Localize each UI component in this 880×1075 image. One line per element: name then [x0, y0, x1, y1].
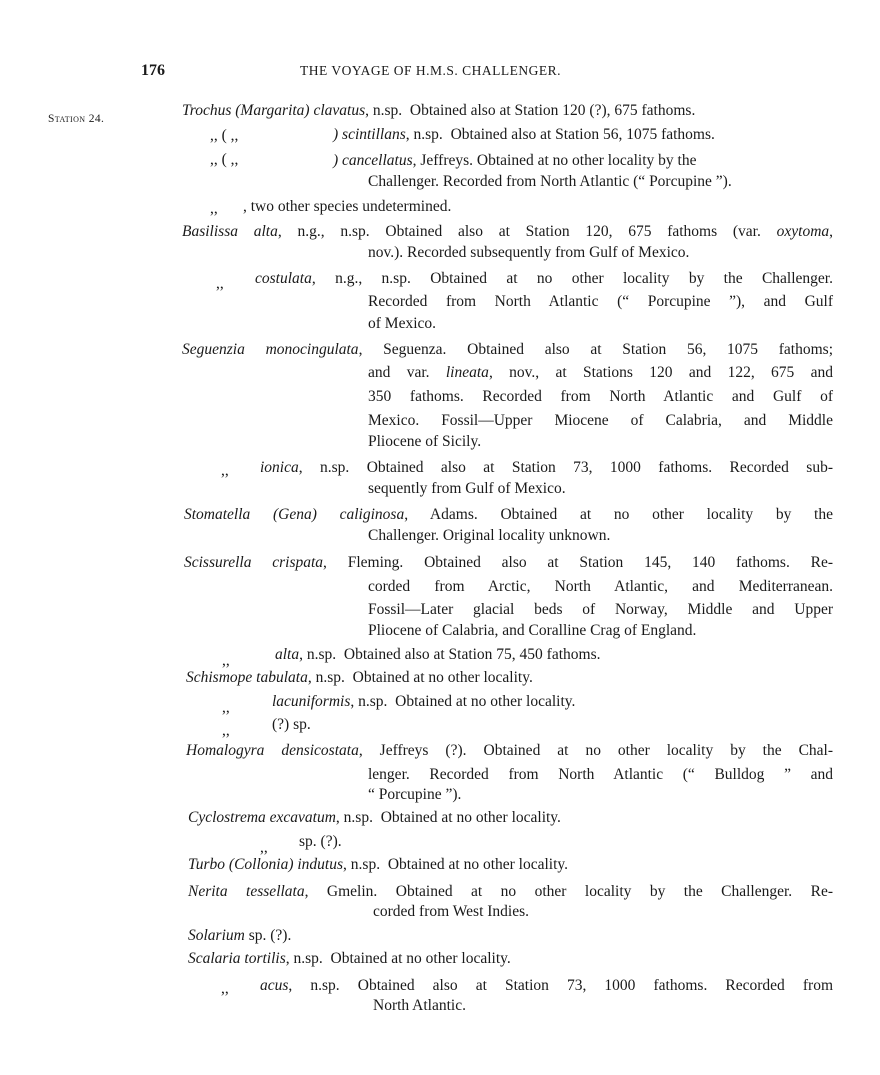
ditto-mark: ,, [222, 722, 230, 739]
entry-text: Obtained at no other locality by the Challenger. Re- [395, 883, 834, 900]
entry-text-line: Obtained at no other locality by the [476, 152, 697, 169]
species-name: Seguenzia monocingulata [182, 341, 359, 358]
variety-name: oxytoma [776, 223, 830, 240]
species-authority: , n.sp. [307, 669, 345, 686]
species-authority: , n.sp. [405, 126, 443, 143]
species-name: Cyclostrema excavatum [188, 809, 336, 826]
ditto-mark: ,, [222, 699, 230, 716]
species-name: Homalogyra densicostata [186, 742, 359, 759]
species-name: Solarium [188, 927, 245, 944]
entry-text: and var. [368, 364, 430, 381]
species-authority: , Fleming. [323, 554, 404, 571]
entry-text: Obtained also at Station 120, 675 fathoms (var. [385, 223, 761, 240]
entry-text-line: Pliocene of Sicily. [368, 433, 482, 450]
species-authority: , Seguenza. [358, 341, 447, 358]
species-name: ) cancellatus [333, 152, 413, 169]
entry-text-line: Challenger. Original locality unknown. [368, 527, 611, 544]
species-authority: , n.sp. [350, 693, 388, 710]
entry-text-line: Recorded from North Atlantic (“ Porcupine ”), and Gulf [368, 293, 833, 310]
entry-cancellatus [333, 149, 833, 173]
entry-text-line: nov.). Recorded subsequently from Gulf of Mexico. [368, 244, 690, 261]
species-name: lacuniformis [272, 693, 351, 710]
entry-text: Obtained at no other locality. [330, 950, 511, 967]
entry-text: sp. (?). [244, 927, 292, 944]
species-authority: , n.sp. [285, 950, 323, 967]
entry-acus [260, 974, 833, 1021]
entry-trochus-clavatus [182, 102, 695, 120]
species-authority: , n.sp. [365, 102, 403, 119]
species-name: Basilissa alta [182, 223, 278, 240]
entry-text-line: sequently from Gulf of Mexico. [368, 480, 566, 497]
species-authority: , Gmelin. [304, 883, 378, 900]
entry-text: Obtained at no other locality. [387, 856, 569, 873]
species-name: alta [275, 646, 300, 663]
entry-text-line: 350 fathoms. Recorded from North Atlantic and Gulf of [368, 388, 833, 405]
entry-text-line: “ Porcupine ”). [368, 786, 462, 803]
species-name: costulata [255, 270, 312, 287]
species-name: Trochus (Margarita) clavatus [182, 102, 366, 119]
species-name: Stomatella (Gena) caliginosa [184, 506, 405, 523]
species-authority: , n.sp. [288, 977, 340, 994]
entry-cyclostrema-sp: sp. (?). [299, 833, 342, 850]
variety-name: lineata [445, 364, 489, 381]
species-name: acus [260, 977, 289, 994]
species-name: ) scintillans [333, 126, 406, 143]
entry-text-line: corded from West Indies. [373, 903, 530, 920]
entry-lacuniformis [272, 693, 575, 711]
species-authority: , Adams. [404, 506, 478, 523]
entry-text: Obtained also at Station 56, 1075 fathoms. [450, 126, 715, 143]
entry-text: Obtained at no other locality. [395, 693, 576, 710]
ditto-mark: ,, [260, 839, 268, 856]
species-name: Schismope tabulata [186, 669, 308, 686]
entry-cyclostrema [188, 809, 561, 827]
entry-text: , nov., at Stations 120 and 122, 675 and [488, 364, 834, 381]
entry-text: Obtained at no other locality by the [500, 506, 833, 523]
entry-text-line: corded from Arctic, North Atlantic, and Mediterranean. [368, 578, 833, 595]
species-authority: , n.sp. [298, 459, 350, 476]
species-authority: , n.sp. [343, 856, 381, 873]
entry-text-line: Fossil—Later glacial beds of Norway, Middle and Upper [368, 601, 833, 618]
page-number: 176 [141, 62, 165, 79]
entry-undetermined: , two other species undetermined. [243, 198, 452, 215]
entry-text-line: lenger. Recorded from North Atlantic (“ Bulldog ” and [368, 766, 833, 783]
ditto-mark: ,, [210, 200, 218, 217]
ditto-mark: ,, [216, 275, 224, 292]
entry-text: , [829, 223, 834, 240]
entry-turbo [188, 856, 568, 874]
species-name: Scissurella crispata [184, 554, 324, 571]
entry-text: Obtained at no other locality by the Chal- [483, 742, 834, 759]
species-name: Nerita tessellata [188, 883, 305, 900]
running-title: THE VOYAGE OF H.M.S. CHALLENGER. [300, 63, 562, 78]
entry-text-line: North Atlantic. [373, 997, 466, 1014]
entry-text: Obtained also at Station 73, 1000 fathoms. Recorded sub- [366, 459, 833, 476]
entry-schismope-tabulata [186, 669, 533, 687]
entry-text-line: Pliocene of Calabria, and Coralline Crag of England. [368, 622, 697, 639]
entry-solarium [188, 927, 291, 945]
ditto-mark: ,, [222, 652, 230, 669]
entry-text: Obtained at no other locality. [352, 669, 533, 686]
entry-text: Obtained at no other locality by the Challenger. [430, 270, 833, 287]
entry-text: Obtained also at Station 56, 1075 fathoms; [467, 341, 834, 358]
ditto-mark: ,, [221, 980, 229, 997]
entry-scissurella-alta [275, 646, 601, 664]
species-authority: , Jeffreys (?). [358, 742, 467, 759]
entry-scintillans [333, 126, 715, 144]
species-name: Turbo (Collonia) indutus [188, 856, 344, 873]
species-authority: , Jeffreys. [412, 152, 474, 169]
ditto-mark: ,, ( ,, [210, 151, 239, 168]
entry-text: Obtained also at Station 120 (?), 675 fathoms. [409, 102, 696, 119]
entry-text-line: of Mexico. [368, 315, 437, 332]
entry-text: Obtained also at Station 75, 450 fathoms. [343, 646, 601, 663]
species-authority: , n.sp. [335, 809, 373, 826]
entry-text: Obtained also at Station 145, 140 fathoms. Re- [424, 554, 834, 571]
ditto-mark: ,, ( ,, [210, 127, 239, 144]
species-authority: , n.sp. [299, 646, 337, 663]
entry-scalaria-tortilis [188, 950, 511, 968]
species-authority: , n.g., n.sp. [311, 270, 411, 287]
entry-text-line: Mexico. Fossil—Upper Miocene of Calabria, and Middle [368, 412, 833, 429]
entry-undetermined-sp: (?) sp. [272, 716, 311, 733]
species-authority: , n.g., n.sp. [277, 223, 370, 240]
entry-text: Obtained at no other locality. [380, 809, 561, 826]
species-name: ionica [260, 459, 299, 476]
entry-text-line: Challenger. Recorded from North Atlantic (“ Porcupine ”). [368, 173, 732, 190]
station-label: Station 24. [48, 113, 105, 125]
species-name: Scalaria tortilis [188, 950, 286, 967]
ditto-mark: ,, [221, 462, 229, 479]
entry-text: Obtained also at Station 73, 1000 fathoms. Recorded from [357, 977, 834, 994]
